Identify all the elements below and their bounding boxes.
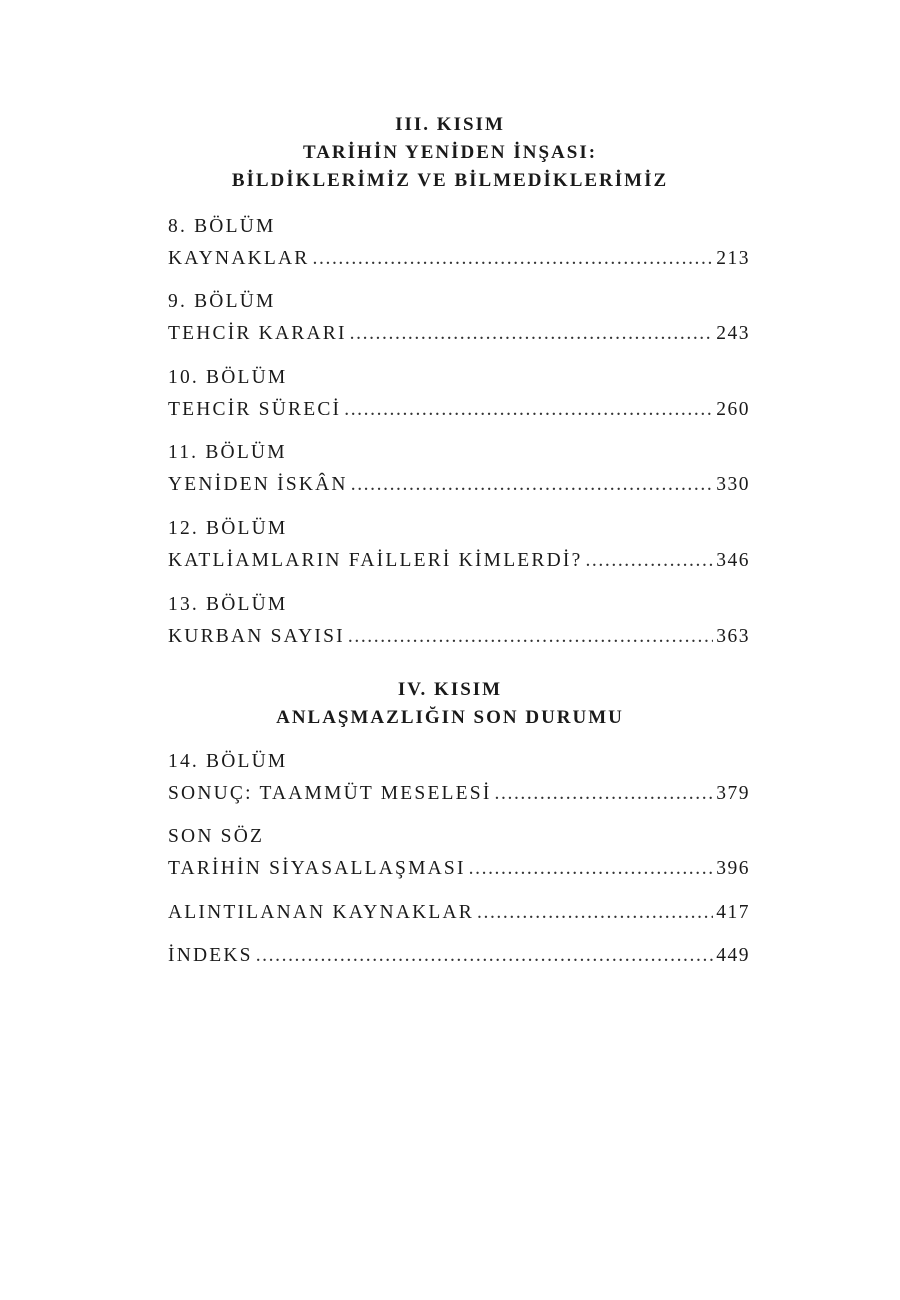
toc-line[interactable] bbox=[168, 945, 750, 967]
dot-leader bbox=[348, 626, 713, 648]
dot-leader bbox=[344, 399, 713, 421]
page-number: 379 bbox=[716, 783, 750, 804]
chapter-title: TEHCİR SÜRECİ bbox=[168, 399, 342, 420]
toc-line[interactable] bbox=[168, 783, 750, 805]
chapter-label: 10. BÖLÜM bbox=[168, 367, 288, 388]
toc-entry bbox=[168, 367, 750, 421]
dot-leader bbox=[256, 945, 714, 967]
toc-line[interactable] bbox=[168, 858, 750, 880]
dot-leader bbox=[477, 902, 713, 924]
chapter-label: SON SÖZ bbox=[168, 826, 265, 847]
chapter-label: 11. BÖLÜM bbox=[168, 442, 287, 463]
chapter-title: TEHCİR KARARI bbox=[168, 323, 347, 344]
chapter-title: YENİDEN İSKÂN bbox=[168, 474, 348, 495]
page-number: 417 bbox=[716, 902, 750, 923]
page-number: 260 bbox=[716, 399, 750, 420]
chapter-title: SONUÇ: TAAMMÜT MESELESİ bbox=[168, 783, 492, 804]
dot-leader bbox=[469, 858, 714, 880]
page-number: 396 bbox=[716, 858, 750, 879]
page-number: 243 bbox=[716, 323, 750, 344]
toc-entry bbox=[168, 216, 750, 270]
toc-entry bbox=[168, 594, 750, 648]
chapter-label: 9. BÖLÜM bbox=[168, 291, 276, 312]
toc-entry bbox=[168, 902, 750, 924]
dot-leader bbox=[495, 783, 714, 805]
toc-line[interactable] bbox=[168, 399, 750, 421]
dot-leader bbox=[313, 248, 714, 270]
chapter-label: 13. BÖLÜM bbox=[168, 594, 288, 615]
part-heading-4 bbox=[0, 676, 900, 732]
toc-line[interactable] bbox=[168, 474, 750, 496]
toc-line[interactable] bbox=[168, 323, 750, 345]
part-title: TARİHİN YENİDEN İNŞASI: bbox=[302, 142, 598, 163]
chapter-title: TARİHİN SİYASALLAŞMASI bbox=[168, 858, 466, 879]
chapter-label: 14. BÖLÜM bbox=[168, 751, 288, 772]
part-number: III. KISIM bbox=[395, 114, 505, 135]
chapter-label: 8. BÖLÜM bbox=[168, 216, 276, 237]
toc-line[interactable] bbox=[168, 902, 750, 924]
toc-line[interactable] bbox=[168, 550, 750, 572]
toc-entry bbox=[168, 291, 750, 345]
chapter-title: ALINTILANAN KAYNAKLAR bbox=[168, 902, 474, 923]
page-number: 363 bbox=[716, 626, 750, 647]
chapter-title: KURBAN SAYISI bbox=[168, 626, 345, 647]
toc-entry bbox=[168, 442, 750, 496]
toc-entry bbox=[168, 945, 750, 967]
part-subtitle: BİLDİKLERİMİZ VE BİLMEDİKLERİMİZ bbox=[231, 170, 669, 191]
page-number: 213 bbox=[716, 248, 750, 269]
dot-leader bbox=[351, 474, 714, 496]
dot-leader bbox=[350, 323, 714, 345]
dot-leader bbox=[585, 550, 713, 572]
part-title: ANLAŞMAZLIĞIN SON DURUMU bbox=[276, 707, 624, 728]
toc-entry bbox=[168, 751, 750, 805]
chapter-title: İNDEKS bbox=[168, 945, 253, 966]
part-number: IV. KISIM bbox=[397, 679, 503, 700]
toc-line[interactable] bbox=[168, 248, 750, 270]
page-number: 449 bbox=[716, 945, 750, 966]
page-number: 330 bbox=[716, 474, 750, 495]
chapter-title: KAYNAKLAR bbox=[168, 248, 310, 269]
chapter-title: KATLİAMLARIN FAİLLERİ KİMLERDİ? bbox=[168, 550, 583, 571]
part-heading-3 bbox=[0, 111, 900, 195]
toc-line[interactable] bbox=[168, 626, 750, 648]
chapter-label: 12. BÖLÜM bbox=[168, 518, 288, 539]
page-number: 346 bbox=[716, 550, 750, 571]
toc-entry bbox=[168, 826, 750, 880]
toc-entry bbox=[168, 518, 750, 572]
